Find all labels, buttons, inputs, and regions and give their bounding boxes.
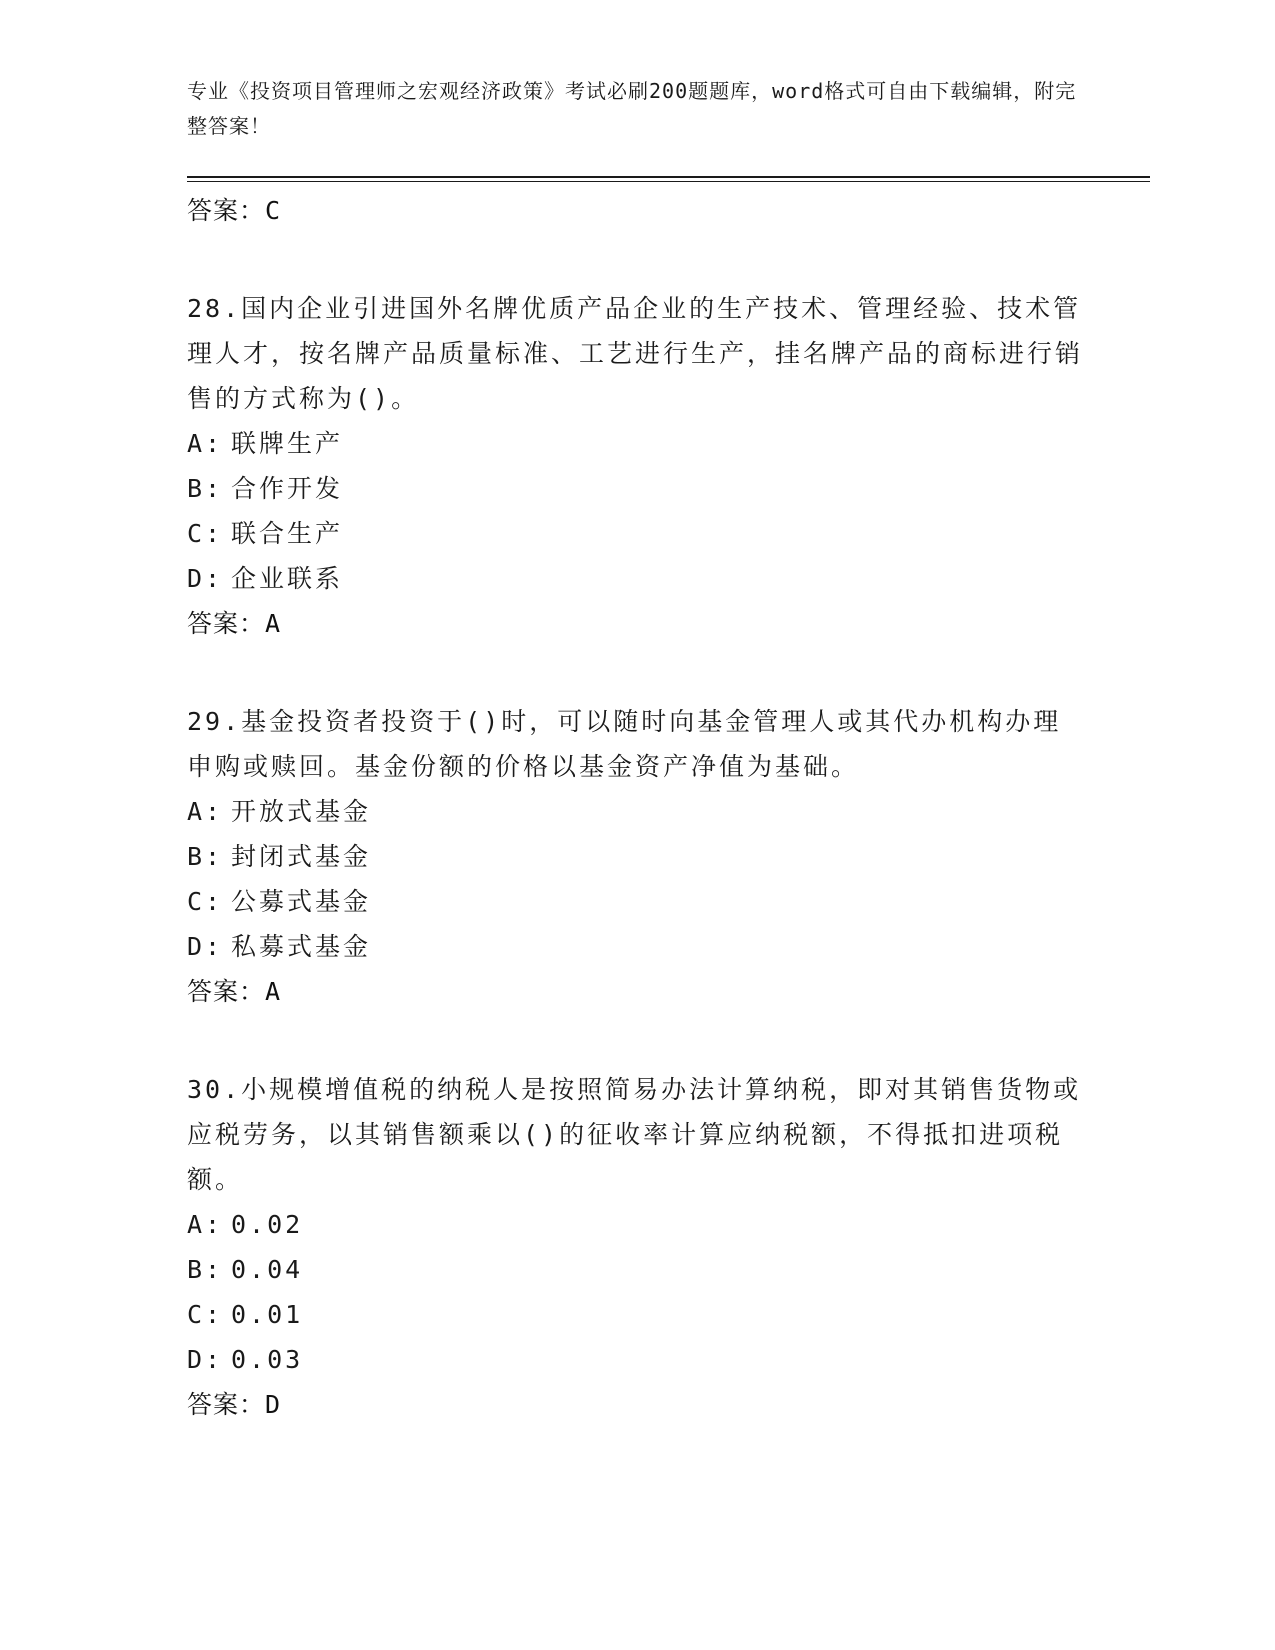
option-d xyxy=(187,1337,1087,1382)
question-answer: 答案：A xyxy=(187,977,282,1006)
option-c xyxy=(187,511,1087,556)
option-key: A: xyxy=(187,1210,224,1239)
question-answer: 答案：D xyxy=(187,1390,282,1419)
option-c xyxy=(187,879,1087,924)
option-text: 联牌生产 xyxy=(231,429,344,458)
option-text: 公募式基金 xyxy=(231,887,372,916)
option-key: B: xyxy=(187,474,224,503)
option-d xyxy=(187,556,1087,601)
question-30 xyxy=(187,1067,1087,1428)
option-key: A: xyxy=(187,797,224,826)
option-a xyxy=(187,789,1087,834)
question-stem: 29.基金投资者投资于()时，可以随时向基金管理人或其代办机构办理申购或赎回。基金份额的价格以基金资产净值为基础。 xyxy=(187,707,1062,781)
option-key: A: xyxy=(187,429,224,458)
option-text: 0.02 xyxy=(231,1210,304,1239)
document-body xyxy=(187,188,1087,1428)
option-key: C: xyxy=(187,887,224,916)
previous-answer: 答案：C xyxy=(187,196,282,225)
option-key: D: xyxy=(187,564,224,593)
option-key: C: xyxy=(187,519,224,548)
option-b xyxy=(187,1247,1087,1292)
header-divider xyxy=(187,176,1150,182)
option-key: D: xyxy=(187,1345,224,1374)
option-text: 0.03 xyxy=(231,1345,304,1374)
option-b xyxy=(187,466,1087,511)
option-text: 合作开发 xyxy=(231,474,344,503)
option-key: C: xyxy=(187,1300,224,1329)
option-key: D: xyxy=(187,932,224,961)
question-28 xyxy=(187,286,1087,647)
option-text: 私募式基金 xyxy=(231,932,372,961)
option-text: 封闭式基金 xyxy=(231,842,372,871)
page-header: 专业《投资项目管理师之宏观经济政策》考试必刷200题题库，word格式可自由下载编辑，附完整答案！ xyxy=(187,79,1077,138)
option-b xyxy=(187,834,1087,879)
option-text: 企业联系 xyxy=(231,564,344,593)
option-d xyxy=(187,924,1087,969)
question-answer: 答案：A xyxy=(187,609,282,638)
option-key: B: xyxy=(187,1255,224,1284)
option-text: 开放式基金 xyxy=(231,797,372,826)
option-a xyxy=(187,1202,1087,1247)
option-text: 联合生产 xyxy=(231,519,344,548)
option-a xyxy=(187,421,1087,466)
question-29 xyxy=(187,699,1087,1015)
option-c xyxy=(187,1292,1087,1337)
question-stem: 28.国内企业引进国外名牌优质产品企业的生产技术、管理经验、技术管理人才，按名牌产品质量标准、工艺进行生产，挂名牌产品的商标进行销售的方式称为()。 xyxy=(187,294,1084,413)
option-text: 0.01 xyxy=(231,1300,304,1329)
option-key: B: xyxy=(187,842,224,871)
question-stem: 30.小规模增值税的纳税人是按照简易办法计算纳税，即对其销售货物或应税劳务，以其销售额乘以()的征收率计算应纳税额，不得抵扣进项税额。 xyxy=(187,1075,1082,1194)
option-text: 0.04 xyxy=(231,1255,304,1284)
